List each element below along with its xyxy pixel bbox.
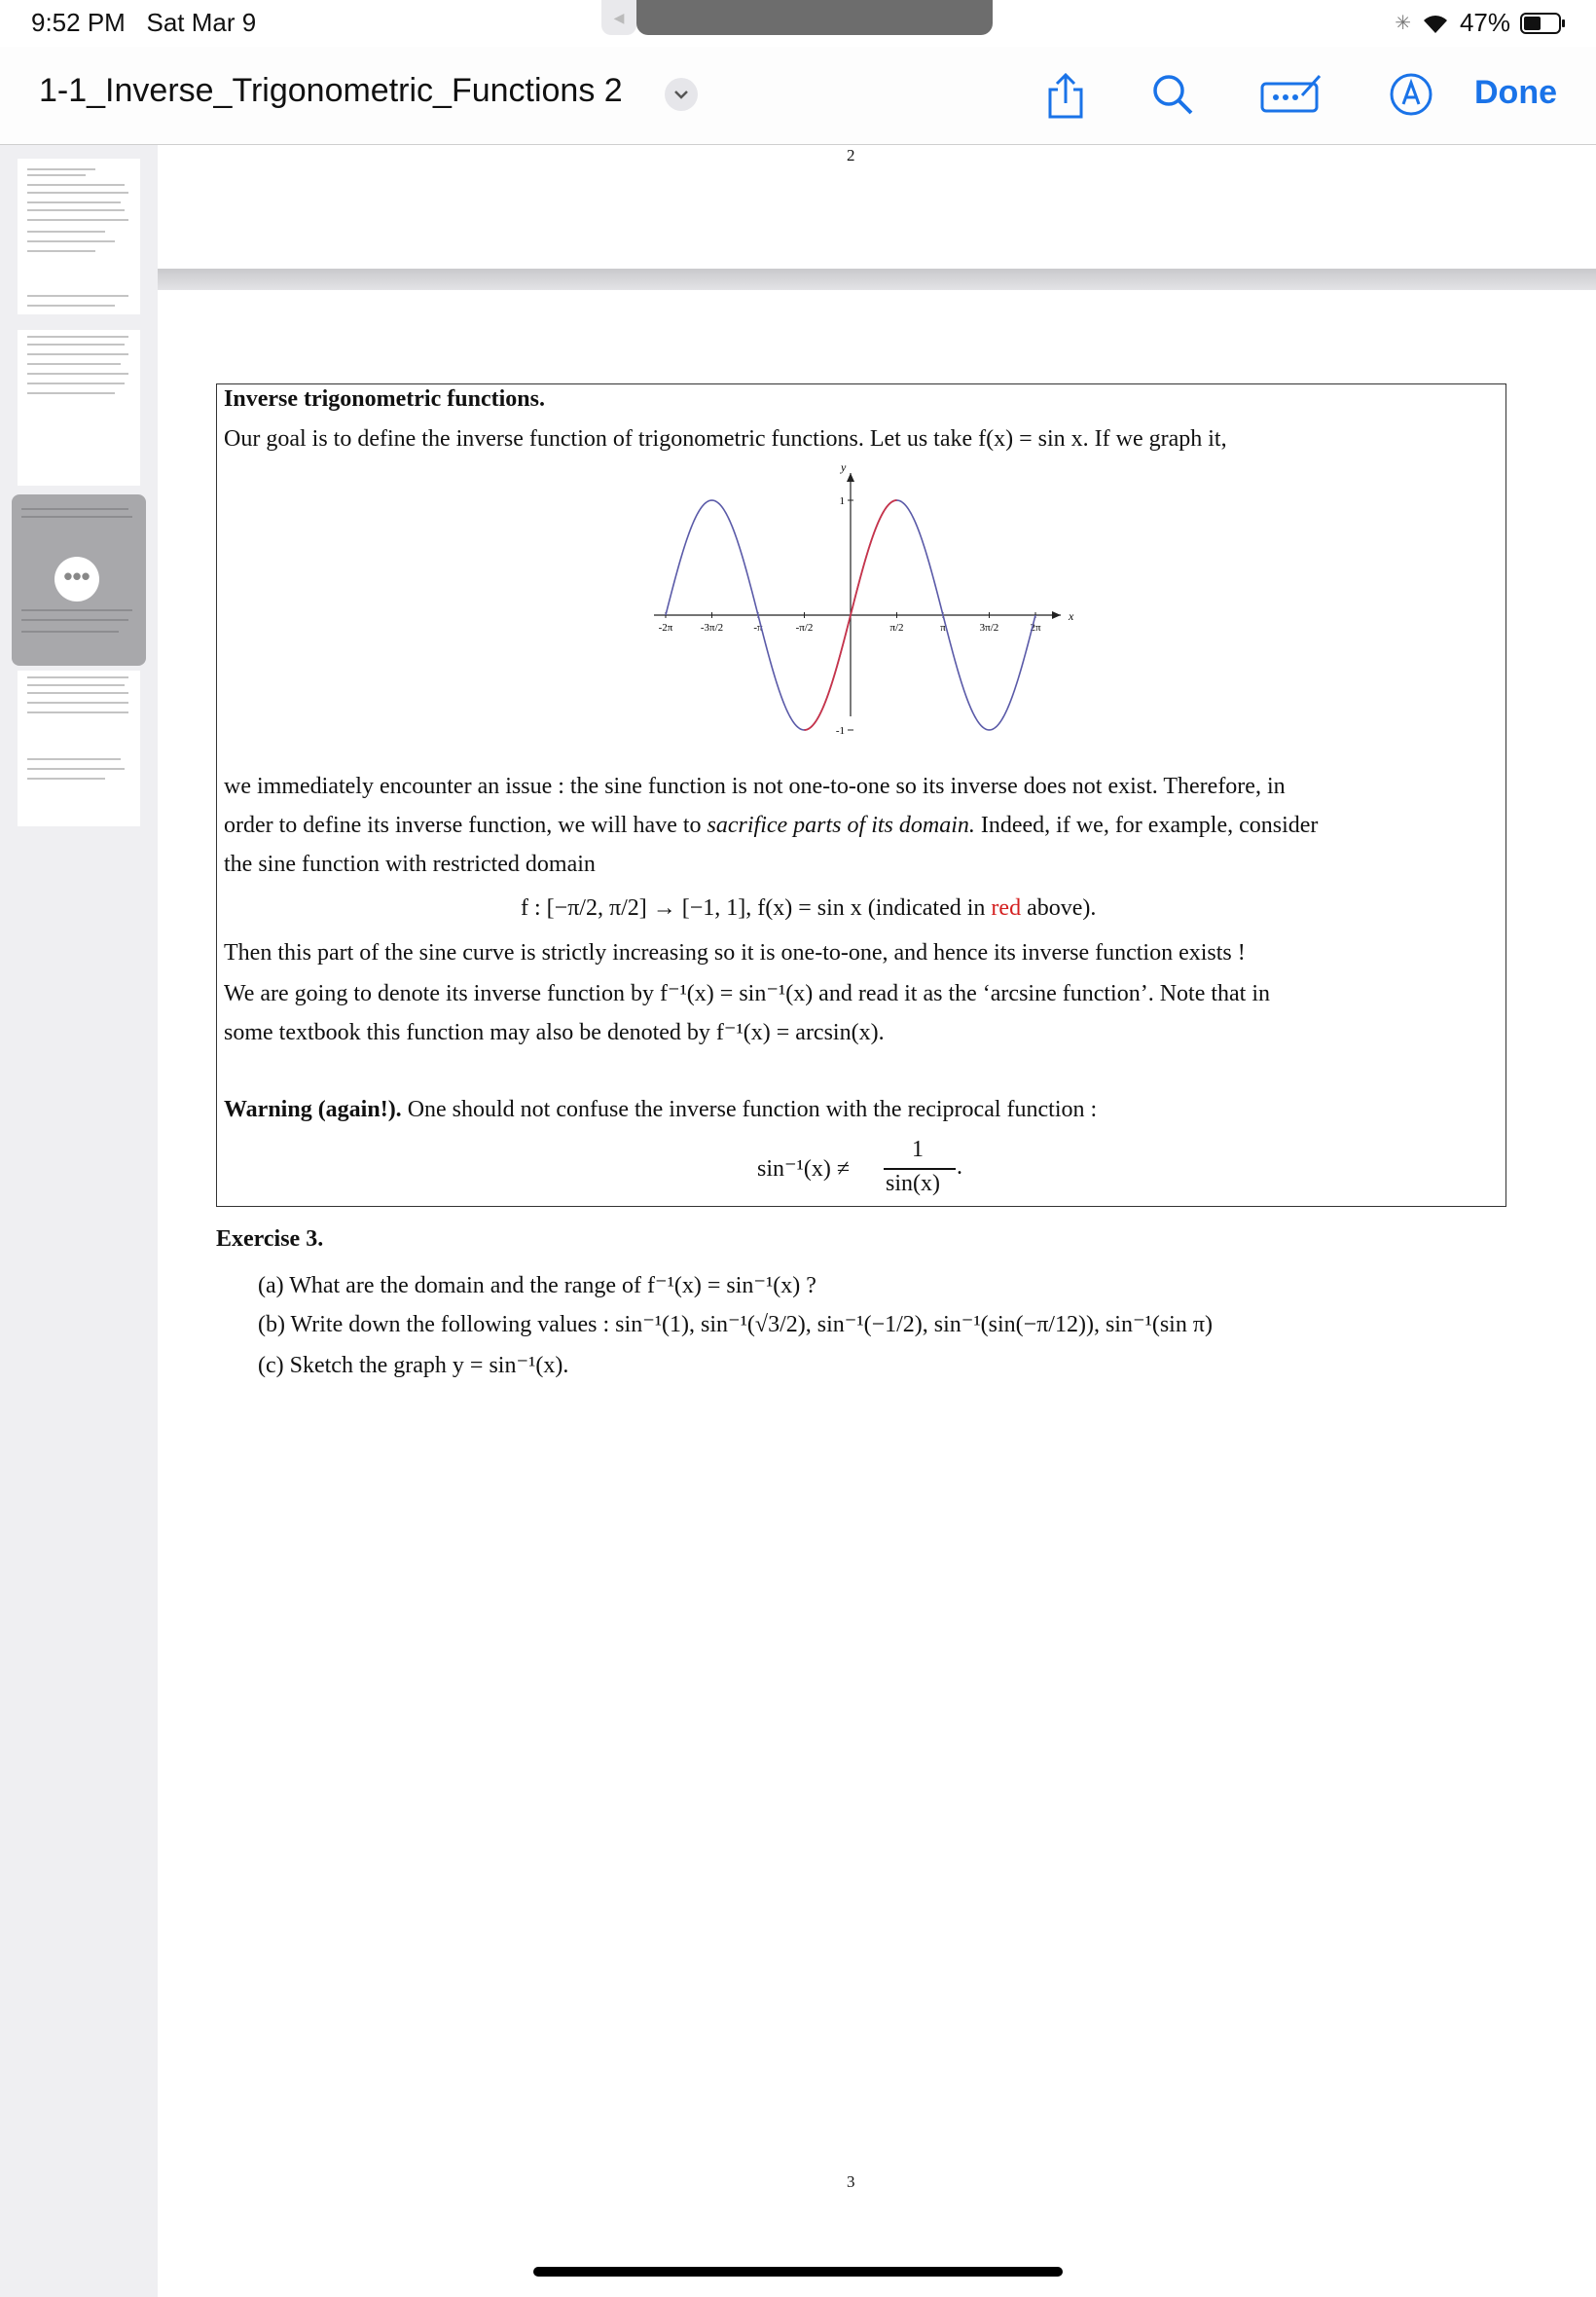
wifi-icon [1421, 12, 1450, 35]
page-thumbnails-sidebar [0, 145, 158, 2297]
activity-icon: ✳ [1395, 13, 1411, 34]
equation-not-reciprocal-lhs: sin⁻¹(x) ≠ [757, 1156, 851, 1182]
x-axis-arrow [1052, 611, 1061, 619]
y-tick-label: -1 [835, 725, 845, 737]
more-icon[interactable]: ••• [54, 557, 99, 602]
x-tick-label: 3π/2 [979, 622, 999, 634]
x-tick-label: -3π/2 [700, 622, 724, 634]
x-tick-label: -π [753, 622, 763, 634]
paragraph-2b: order to define its inverse function, we will have to sacrifice parts of its domain. Indeed, if we, for example, consider [224, 813, 1319, 838]
x-tick-label: π/2 [889, 622, 904, 634]
page-number: 3 [847, 2172, 855, 2191]
paragraph-1: Our goal is to define the inverse function of trigonometric functions. Let us take f(x) = sin x. If we graph it, [224, 426, 1227, 452]
paragraph-2c: the sine function with restricted domain [224, 852, 596, 877]
document-toolbar [0, 47, 1596, 145]
page-separator [158, 269, 1596, 290]
page-thumbnail-2[interactable] [18, 330, 140, 486]
done-button[interactable]: Done [1474, 74, 1557, 111]
sine-graph [642, 459, 1090, 751]
markup-icon[interactable] [1259, 72, 1325, 117]
warning-paragraph: Warning (again!). One should not confuse the inverse function with the reciprocal function : [224, 1097, 1098, 1122]
paragraph-2a: we immediately encounter an issue : the sine function is not one-to-one so its inverse does not exist. Therefore, in [224, 774, 1286, 799]
chevron-down-icon[interactable] [665, 78, 698, 111]
exercise-title: Exercise 3. [216, 1226, 324, 1252]
exercise-item-c: (c) Sketch the graph y = sin⁻¹(x). [258, 1353, 569, 1378]
x-tick-label: 2π [1030, 622, 1041, 634]
paragraph-3b: We are going to denote its inverse function by f⁻¹(x) = sin⁻¹(x) and read it as the ‘arcsine function’. Note that in [224, 981, 1271, 1006]
page-thumbnail-1[interactable] [18, 159, 140, 314]
y-axis-arrow [847, 473, 854, 482]
home-indicator[interactable] [533, 2267, 1063, 2277]
multitask-handle[interactable] [636, 0, 993, 35]
y-tick-label: 1 [839, 495, 845, 507]
battery-percent: 47% [1459, 8, 1510, 37]
battery-icon [1520, 12, 1567, 35]
x-tick-label: π [940, 622, 946, 634]
x-axis-label: x [1069, 609, 1074, 623]
equation-denominator: sin(x) [886, 1171, 940, 1196]
x-tick-label: -2π [658, 622, 673, 634]
box-title: Inverse trigonometric functions. [224, 386, 545, 412]
equation-period: . [957, 1154, 962, 1180]
page-thumbnail-4[interactable] [18, 671, 140, 826]
search-icon[interactable] [1150, 72, 1195, 117]
multitask-arrow-icon[interactable]: ◀ [601, 0, 636, 35]
paragraph-3a: Then this part of the sine curve is strictly increasing so it is one-to-one, and hence its inverse function exists ! [224, 940, 1246, 966]
paragraph-3c: some textbook this function may also be denoted by f⁻¹(x) = arcsin(x). [224, 1020, 885, 1045]
fraction-bar [884, 1168, 956, 1170]
share-icon[interactable] [1043, 72, 1088, 121]
exercise-item-b: (b) Write down the following values : sin⁻¹(1), sin⁻¹(√3/2), sin⁻¹(−1/2), sin⁻¹(sin(−π/12)), sin⁻¹(sin π) [258, 1312, 1213, 1337]
status-time: 9:52 PM Sat Mar 9 [31, 8, 257, 37]
pen-icon[interactable] [1389, 72, 1433, 117]
x-tick-label: -π/2 [795, 622, 814, 634]
previous-page-number: 2 [847, 146, 855, 164]
status-bar [0, 0, 1596, 47]
equation-restricted-sine: f : [−π/2, π/2] → [−1, 1], f(x) = sin x (indicated in red above). [521, 895, 1097, 921]
exercise-item-a: (a) What are the domain and the range of f⁻¹(x) = sin⁻¹(x) ? [258, 1273, 816, 1298]
equation-numerator: 1 [912, 1137, 924, 1162]
y-axis-label: y [841, 460, 847, 474]
status-right [1395, 8, 1567, 38]
document-title[interactable]: 1-1_Inverse_Trigonometric_Functions 2 [39, 72, 623, 109]
